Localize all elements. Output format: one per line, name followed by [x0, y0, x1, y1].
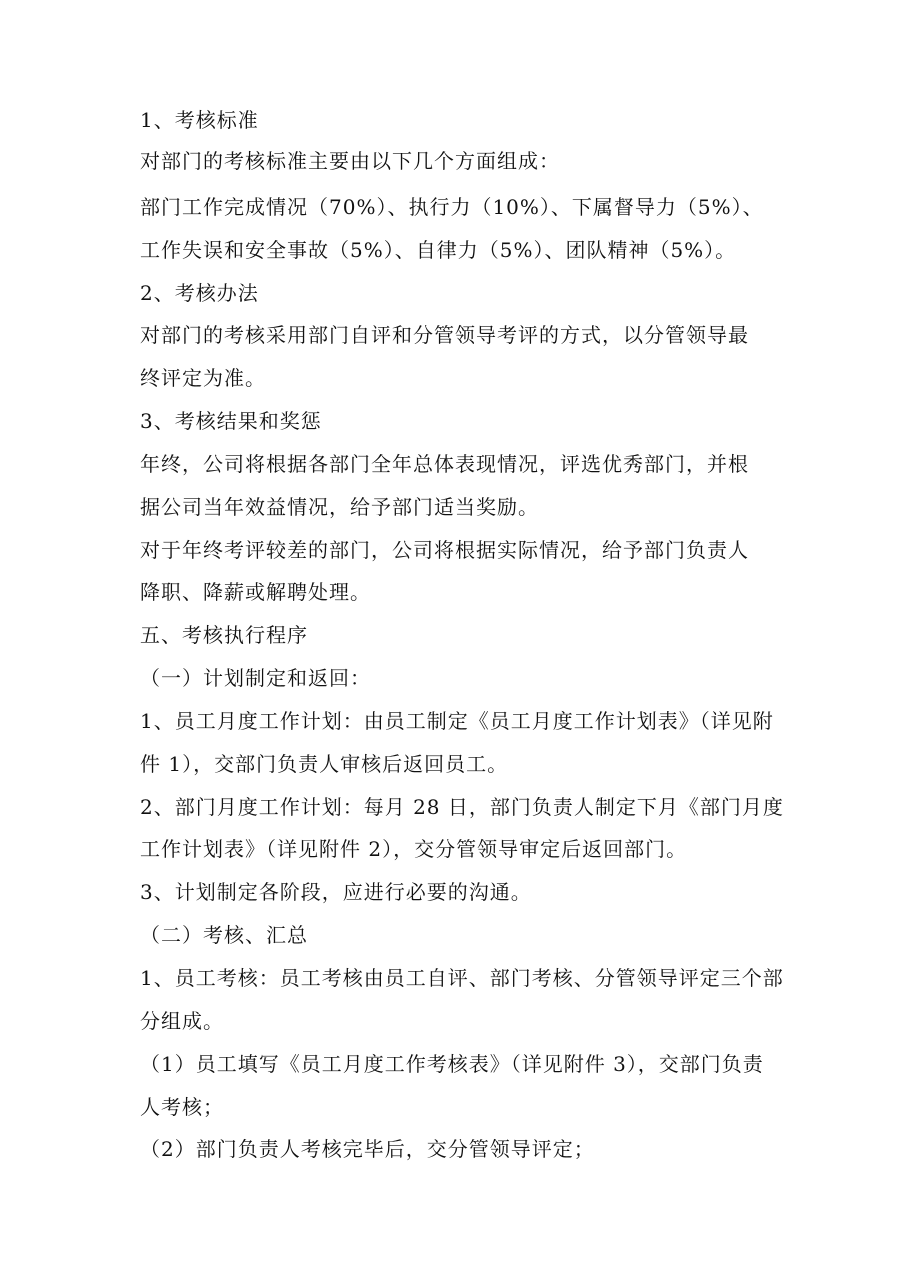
- section-heading: 2、考核办法: [140, 281, 259, 305]
- section-heading: 3、考核结果和奖惩: [140, 409, 322, 433]
- paragraph-line: 年终，公司将根据各部门全年总体表现情况，评选优秀部门，并根: [140, 452, 749, 476]
- paragraph-line: 据公司当年效益情况，给予部门适当奖励。: [140, 495, 539, 519]
- subsection-heading: （二）考核、汇总: [140, 923, 308, 947]
- paragraph-line: 件 1），交部门负责人审核后返回员工。: [140, 752, 509, 776]
- paragraph-line: 人考核；: [140, 1095, 224, 1119]
- paragraph-line: 分组成。: [140, 1009, 224, 1033]
- paragraph-line: 降职、降薪或解聘处理。: [140, 580, 371, 604]
- paragraph-line: 3、计划制定各阶段，应进行必要的沟通。: [140, 880, 532, 904]
- paragraph-line: 工作计划表》（详见附件 2），交分管领导审定后返回部门。: [140, 837, 688, 861]
- paragraph-line: 对于年终考评较差的部门，公司将根据实际情况，给予部门负责人: [140, 538, 749, 562]
- paragraph-line: 对部门的考核采用部门自评和分管领导考评的方式，以分管领导最: [140, 323, 749, 347]
- paragraph-line: 1、员工月度工作计划：由员工制定《员工月度工作计划表》（详见附: [140, 709, 774, 733]
- paragraph-line: 1、员工考核：员工考核由员工自评、部门考核、分管领导评定三个部: [140, 966, 784, 990]
- paragraph-line: 对部门的考核标准主要由以下几个方面组成：: [140, 149, 560, 173]
- paragraph-line: 工作失误和安全事故（5%）、自律力（5%）、团队精神（5%）。: [140, 238, 737, 262]
- subsection-heading: （一）计划制定和返回：: [140, 666, 371, 690]
- paragraph-line: （1）员工填写《员工月度工作考核表》（详见附件 3），交部门负责: [140, 1052, 764, 1076]
- paragraph-line: 部门工作完成情况（70%）、执行力（10%）、下属督导力（5%）、: [140, 195, 764, 219]
- paragraph-line: （2）部门负责人考核完毕后，交分管领导评定；: [140, 1137, 595, 1161]
- paragraph-line: 2、部门月度工作计划：每月 28 日，部门负责人制定下月《部门月度: [140, 795, 784, 819]
- section-heading: 1、考核标准: [140, 108, 259, 132]
- section-heading: 五、考核执行程序: [140, 623, 308, 647]
- paragraph-line: 终评定为准。: [140, 366, 266, 390]
